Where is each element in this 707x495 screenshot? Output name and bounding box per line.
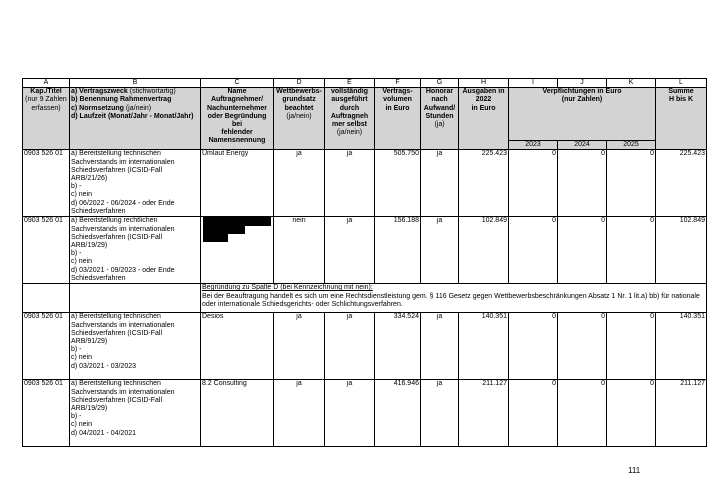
year-2025: 2025 bbox=[607, 141, 656, 150]
table-row bbox=[23, 150, 707, 217]
header-h: Ausgaben in 2022 in Euro bbox=[459, 88, 509, 150]
header-ijk: Verpflichtungen in Euro (nur Zahlen) bbox=[509, 88, 656, 141]
contractor-cell: Umlaut Energy bbox=[201, 150, 274, 217]
self-executed-cell: ja bbox=[325, 150, 375, 217]
header-f: Vertrags- volumen in Euro bbox=[375, 88, 421, 150]
fee-cell: ja bbox=[421, 150, 459, 217]
header-kap: Kap./Titel (nur 9 Zahlen erfassen) bbox=[23, 88, 70, 150]
col-letter: F bbox=[375, 79, 421, 88]
expenses-cell: 211.127 bbox=[459, 380, 509, 447]
volume-cell: 156.188 bbox=[375, 217, 421, 284]
commitment-2023-cell: 0 bbox=[509, 313, 558, 380]
self-executed-cell: ja bbox=[325, 217, 375, 284]
header-c: Name Auftragnehmer/ Nachunternehmer oder Begründung bei fehlender Namensnennung bbox=[201, 88, 274, 150]
year-2024: 2024 bbox=[558, 141, 607, 150]
header-g: Honorar nach Aufwand/ Stunden (ja) bbox=[421, 88, 459, 150]
page-number: 111 bbox=[628, 466, 641, 475]
fee-cell: ja bbox=[421, 380, 459, 447]
competition-cell: ja bbox=[274, 150, 325, 217]
col-letter: A bbox=[23, 79, 70, 88]
fee-cell: ja bbox=[421, 217, 459, 284]
contractor-cell bbox=[201, 217, 274, 284]
fee-cell: ja bbox=[421, 313, 459, 380]
kap-cell: 0903 526 01 bbox=[23, 150, 70, 217]
column-letter-row bbox=[23, 79, 707, 88]
justification-note bbox=[201, 284, 707, 313]
sum-cell: 102.849 bbox=[656, 217, 707, 284]
commitment-2024-cell: 0 bbox=[558, 380, 607, 447]
commitment-2025-cell: 0 bbox=[607, 313, 656, 380]
volume-cell: 334.524 bbox=[375, 313, 421, 380]
header-b: a) Vertragszweck (stichwortartig) b) Benennung Rahmenvertrag c) Normsetzung (ja/nein) d) Laufzeit (Monat/Jahr - Monat/Jahr) bbox=[70, 88, 201, 150]
kap-cell: 0903 526 01 bbox=[23, 380, 70, 447]
competition-cell: ja bbox=[274, 313, 325, 380]
col-letter: E bbox=[325, 79, 375, 88]
commitment-2024-cell: 0 bbox=[558, 313, 607, 380]
header-l: Summe H bis K bbox=[656, 88, 707, 150]
col-letter: C bbox=[201, 79, 274, 88]
redaction-block bbox=[203, 234, 228, 242]
volume-cell: 416.946 bbox=[375, 380, 421, 447]
purpose-cell: a) Bereitstellung rechtlichen Sachverstands im internationalen Schiedsverfahren (ICSID-Fall ARB/19/29) b) - c) nein d) 03/2021 - 09/2023 - oder Ende Schiedsverfahren bbox=[70, 217, 201, 284]
col-letter: D bbox=[274, 79, 325, 88]
expenses-cell: 102.849 bbox=[459, 217, 509, 284]
self-executed-cell: ja bbox=[325, 380, 375, 447]
self-executed-cell: ja bbox=[325, 313, 375, 380]
commitment-2023-cell: 0 bbox=[509, 217, 558, 284]
col-letter: I bbox=[509, 79, 558, 88]
sum-cell: 140.351 bbox=[656, 313, 707, 380]
sum-cell: 225.423 bbox=[656, 150, 707, 217]
table-row bbox=[23, 217, 707, 284]
commitment-2023-cell: 0 bbox=[509, 150, 558, 217]
commitment-2024-cell: 0 bbox=[558, 150, 607, 217]
note-row bbox=[23, 284, 707, 313]
table-row bbox=[23, 380, 707, 447]
note-text: Bei der Beauftragung handelt es sich um eine Rechtsdienstleistung gem. § 116 Gesetz gegen Wettbewerbsbeschränkungen Absatz 1 Nr. 1 lit.a) bb) für nationale oder internationale Schiedsgerichts- oder Schlichtungsverfahren. bbox=[202, 292, 700, 308]
col-letter: K bbox=[607, 79, 656, 88]
commitment-2025-cell: 0 bbox=[607, 217, 656, 284]
year-2023: 2023 bbox=[509, 141, 558, 150]
commitment-2023-cell: 0 bbox=[509, 380, 558, 447]
header-e: vollständig ausgeführt durch Auftragneh mer selbst (ja/nein) bbox=[325, 88, 375, 150]
header-row bbox=[23, 88, 707, 141]
contractor-cell: 8.2 Consulting bbox=[201, 380, 274, 447]
contractor-cell: Desios bbox=[201, 313, 274, 380]
commitment-2025-cell: 0 bbox=[607, 150, 656, 217]
kap-cell: 0903 526 01 bbox=[23, 313, 70, 380]
commitment-2024-cell: 0 bbox=[558, 217, 607, 284]
col-letter: G bbox=[421, 79, 459, 88]
contracts-table bbox=[22, 78, 707, 447]
redaction-block bbox=[203, 217, 271, 226]
col-letter: H bbox=[459, 79, 509, 88]
header-d: Wettbewerbs- grundsatz beachtet (ja/nein) bbox=[274, 88, 325, 150]
expenses-cell: 225.423 bbox=[459, 150, 509, 217]
competition-cell: nein bbox=[274, 217, 325, 284]
redaction-block bbox=[203, 226, 245, 234]
col-letter: L bbox=[656, 79, 707, 88]
purpose-cell: a) Bereitstellung technischen Sachverstands im internationalen Schiedsverfahren (ICSID-Fall ARB/21/26) b) - c) nein d) 06/2022 - 06/2024 - oder Ende Schiedsverfahren bbox=[70, 150, 201, 217]
table-row bbox=[23, 313, 707, 380]
kap-cell: 0903 526 01 bbox=[23, 217, 70, 284]
note-title: Begründung zu Spalte D (bei Kennzeichnung mit nein): bbox=[202, 284, 373, 292]
purpose-cell: a) Bereitstellung technischen Sachverstands im internationalen Schiedsverfahren (ICSID-Fall ARB/91/29) b) - c) nein d) 03/2021 - 03/2023 bbox=[70, 313, 201, 380]
competition-cell: ja bbox=[274, 380, 325, 447]
purpose-cell: a) Bereitstellung technischen Sachverstands im internationalen Schiedsverfahren (ICSID-Fall ARB/19/29) b) - c) nein d) 04/2021 - 04/2021 bbox=[70, 380, 201, 447]
expenses-cell: 140.351 bbox=[459, 313, 509, 380]
col-letter: J bbox=[558, 79, 607, 88]
col-letter: B bbox=[70, 79, 201, 88]
volume-cell: 505.750 bbox=[375, 150, 421, 217]
commitment-2025-cell: 0 bbox=[607, 380, 656, 447]
sum-cell: 211.127 bbox=[656, 380, 707, 447]
